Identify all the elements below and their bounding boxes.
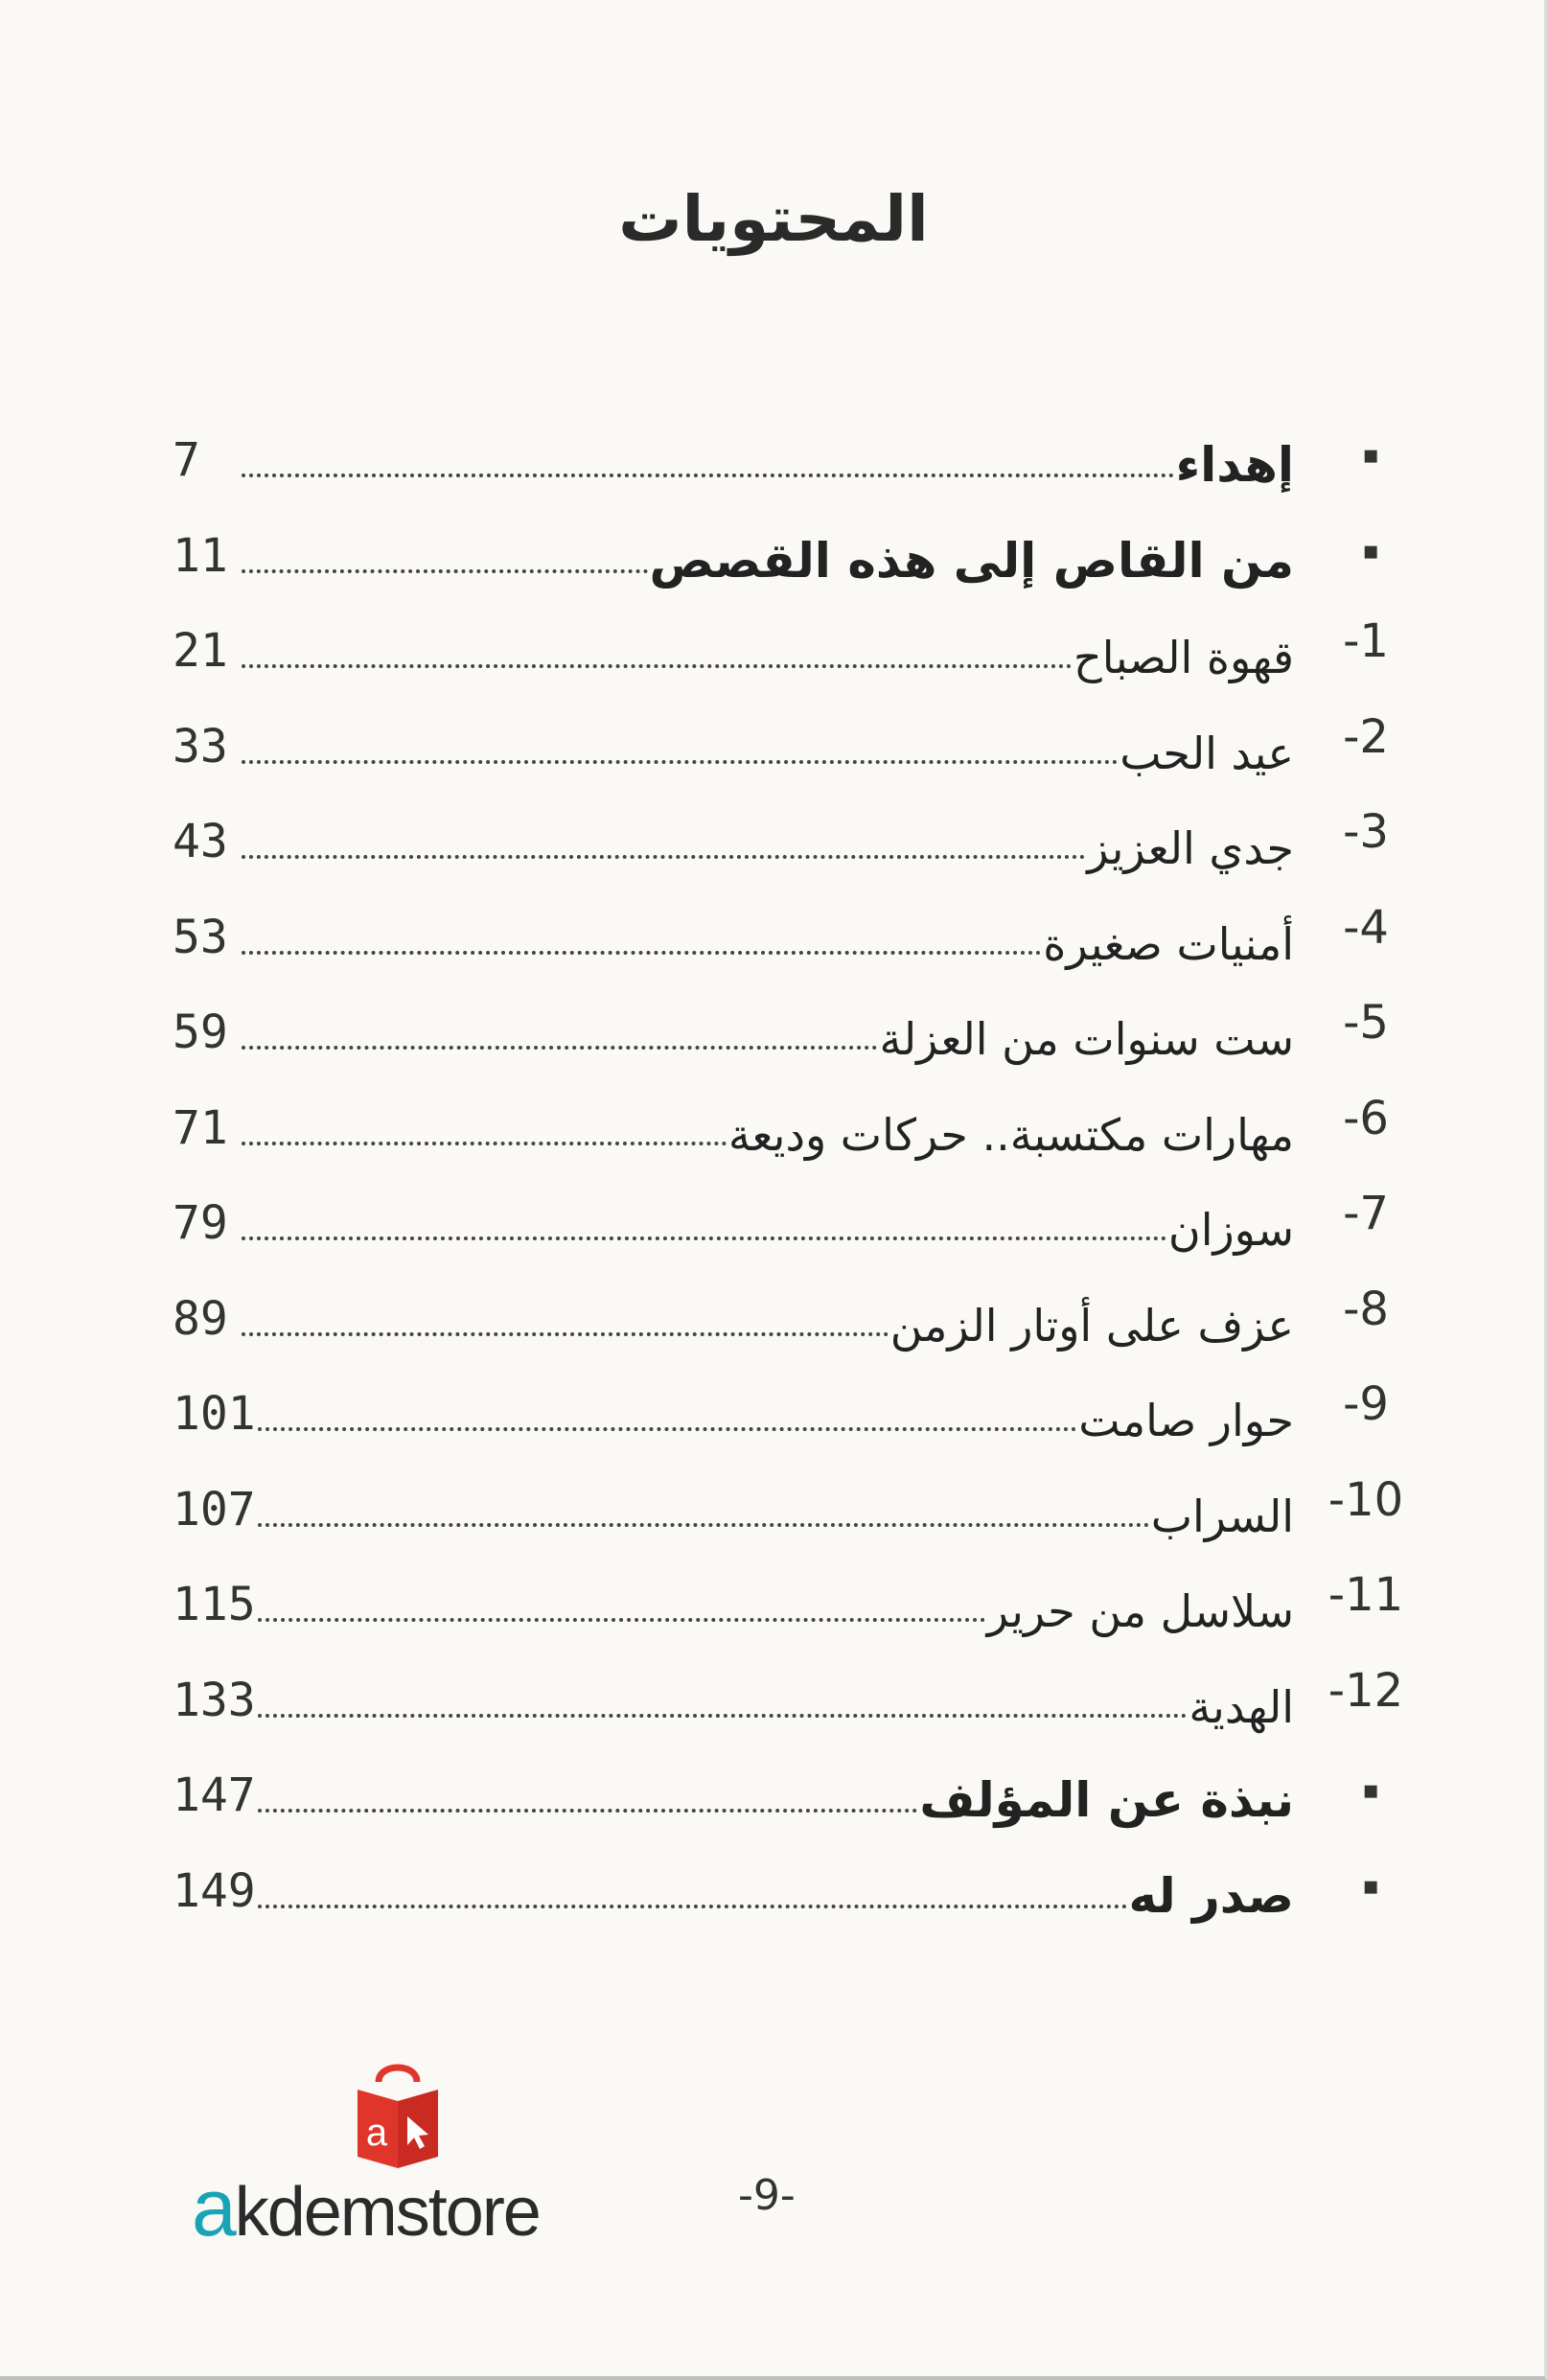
toc-item-number: -9 [1343,1377,1389,1431]
toc-row [173,1462,1409,1558]
dot-leader [242,474,1174,477]
toc-page-number: 133 [173,1673,256,1727]
dot-leader [242,951,1041,955]
toc-page-number: 53 [173,910,228,964]
dot-leader [242,1236,1166,1240]
toc-item-number: -2 [1343,709,1389,764]
toc-entry-title: صدر له [1128,1867,1294,1924]
bullet-icon: ▪ [1362,441,1379,470]
dot-leader [242,855,1085,859]
logo-wordmark-rest: kdemstore [234,2174,540,2251]
page-title: المحتويات [618,182,929,256]
toc-page-number: 21 [173,624,228,678]
dot-leader [242,569,648,573]
toc-entry-title: سلاسل من حرير [986,1585,1294,1637]
toc-entry [173,1652,1294,1739]
toc-entry-title: جدي العزيز [1087,822,1294,874]
dot-leader [258,1523,1149,1527]
toc-entry-title: الهدية [1189,1680,1294,1733]
toc-row [173,699,1409,795]
toc-row [173,890,1409,985]
toc-entry-title: سوزان [1167,1204,1294,1256]
toc-row [173,1175,1409,1271]
toc-entry [173,412,1294,498]
bullet-icon: ▪ [1362,1776,1379,1805]
toc-row [173,1652,1409,1748]
toc-entry-title: السراب [1150,1490,1294,1542]
toc-page-number: 11 [173,528,228,583]
toc-entry-title: مهارات مكتسبة.. حركات وديعة [727,1108,1294,1161]
toc-page-number: 89 [173,1291,228,1346]
page-number: -9- [738,2171,796,2220]
dot-leader [242,1046,877,1050]
akdemstore-logo [192,2061,613,2253]
toc-entry-title: إهداء [1175,437,1294,493]
toc-row [173,794,1409,890]
toc-entry [173,1366,1294,1452]
toc-row [173,1747,1409,1843]
toc-entry [173,1747,1294,1834]
dot-leader [258,1714,1188,1718]
toc-entry-title: نبذة عن المؤلف [919,1772,1294,1828]
toc-row [173,1843,1409,1939]
toc-item-number: -8 [1343,1282,1389,1336]
toc-item-number: -10 [1328,1472,1404,1527]
dot-leader [242,1332,889,1336]
dot-leader [242,760,1118,764]
toc-entry [173,1175,1294,1261]
toc-row [173,1271,1409,1367]
toc-entry-title: قهوة الصباح [1074,632,1294,683]
toc-page-number: 115 [173,1578,256,1631]
toc-row [173,984,1409,1080]
toc-page-number: 43 [173,815,228,868]
toc-entry-title: من القاص إلى هذه القصص [649,532,1294,589]
logo-wordmark-accent: a [192,2162,235,2253]
dot-leader [258,1905,1127,1908]
logo-wordmark [192,2161,540,2254]
toc-entry [173,1843,1294,1929]
dot-leader [258,1618,985,1622]
dot-leader [242,1142,727,1145]
toc-item-number: -3 [1343,805,1389,859]
toc-entry [173,1080,1294,1167]
toc-page-number: 71 [173,1100,228,1155]
logo-icon-letter: a [365,2112,388,2154]
toc-entry [173,890,1294,976]
toc-page-number: 147 [173,1768,256,1822]
book-cart-icon [350,2061,446,2176]
toc-item-number: -5 [1343,996,1389,1050]
toc-item-number: -6 [1343,1091,1389,1145]
toc-item-number: -11 [1328,1568,1404,1622]
toc-item-number: -4 [1343,900,1389,955]
dot-leader [258,1427,1077,1431]
toc-page-number: 59 [173,1005,228,1059]
toc-page-number: 33 [173,719,228,774]
toc-entry [173,794,1294,880]
toc-page-number: 79 [173,1196,228,1250]
dot-leader [242,664,1072,668]
toc-entry-title: ست سنوات من العزلة [879,1013,1294,1065]
toc-page-number: 107 [173,1482,256,1537]
toc-entry-title: عيد الحب [1120,727,1294,779]
toc-item-number: -1 [1343,614,1389,668]
toc-entry [173,1462,1294,1548]
bullet-icon: ▪ [1362,536,1379,566]
toc-row [173,1557,1409,1652]
toc-entry-title: حوار صامت [1078,1395,1294,1446]
toc-entry [173,508,1294,594]
table-of-contents [173,412,1409,1938]
toc-entry-title: أمنيات صغيرة [1043,917,1294,970]
toc-entry [173,1271,1294,1357]
bullet-icon: ▪ [1362,1871,1379,1901]
toc-row [173,603,1409,699]
toc-entry [173,603,1294,689]
toc-row [173,1080,1409,1176]
toc-entry-title: عزف على أوتار الزمن [889,1299,1294,1352]
toc-row [173,508,1409,604]
toc-entry [173,699,1294,785]
toc-entry [173,984,1294,1071]
toc-page-number: 101 [173,1387,256,1441]
toc-item-number: -12 [1328,1663,1404,1718]
toc-entry [173,1557,1294,1643]
toc-item-number: -7 [1343,1187,1389,1240]
toc-page-number: 7 [173,433,200,487]
toc-row [173,1366,1409,1462]
toc-page-number: 149 [173,1863,256,1918]
toc-row [173,412,1409,508]
dot-leader [258,1809,918,1813]
